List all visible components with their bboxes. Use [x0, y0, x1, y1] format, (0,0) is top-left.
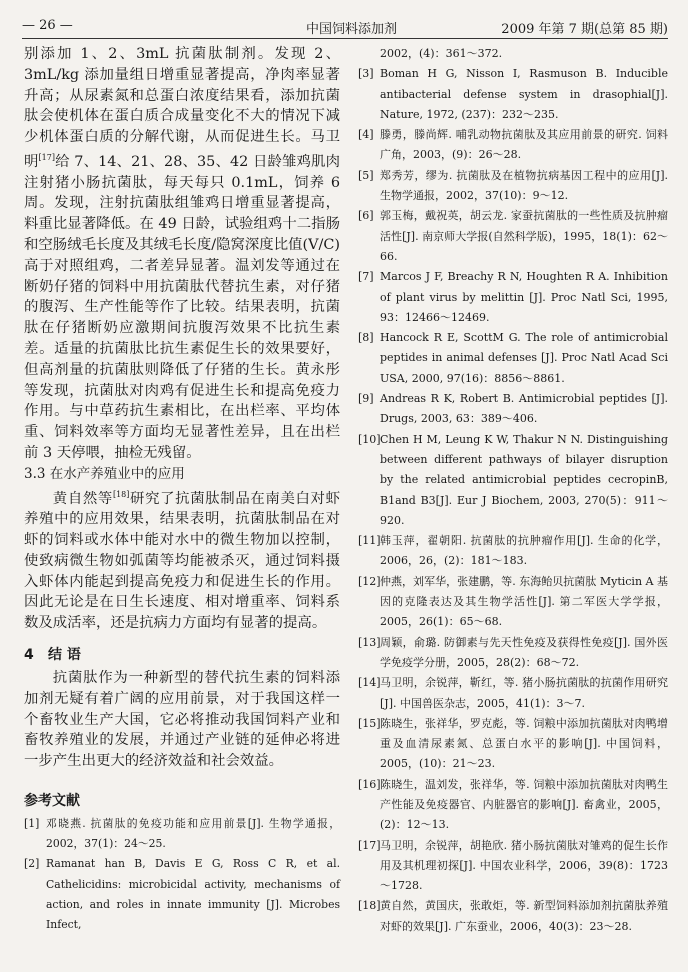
issue-info: 2009 年第 7 期(总第 85 期) — [501, 22, 668, 37]
body-paragraph — [24, 44, 340, 464]
reference-number: [11] — [358, 534, 381, 548]
reference-item — [358, 896, 668, 937]
reference-text: 陈晓生，张祥华，罗克彪，等. 饲粮中添加抗菌肽对肉鸭增重及血清尿素氮、总蛋白水平的影响[J]. 中国饲料，2005，(10)：21～23. — [380, 716, 668, 771]
reference-text: 韩玉萍，翟朝阳. 抗菌肽的抗肿瘤作用[J]. 生命的化学，2006，26，(2)：181～183. — [380, 534, 668, 568]
reference-item — [358, 389, 668, 430]
reference-continuation — [358, 44, 668, 64]
right-column — [358, 44, 668, 937]
subsection-heading — [24, 464, 340, 485]
reference-number: [3] — [358, 67, 374, 81]
reference-text: 马卫明，余锐萍，靳红，等. 猪小肠抗菌肽的抗菌作用研究[J]. 中国兽医杂志，2005，41(1)：3～7. — [380, 676, 668, 710]
reference-text: 周颖，俞璐. 防御素与先天性免疫及获得性免疫[J]. 国外医学免疫学分册，2005，28(2)：68～72. — [380, 635, 668, 669]
reference-number: [16] — [358, 777, 381, 791]
left-column — [24, 44, 340, 936]
reference-text: Andreas R K, Robert B. Antimicrobial peptides [J]. Drugs, 2003, 63：389～406. — [380, 392, 668, 426]
reference-text: 郭玉梅，戴祝英，胡云龙. 家蚕抗菌肽的一些性质及抗肿瘤活性[J]. 南京师大学报(自然科学版)，1995，18(1)：62～66. — [380, 209, 668, 263]
subsection-number: 3.3 — [24, 465, 46, 482]
reference-item — [24, 854, 340, 935]
section-heading — [24, 644, 340, 664]
reference-item — [358, 572, 668, 633]
subsection-title: 在水产养殖业中的应用 — [49, 465, 185, 482]
reference-number: [9] — [358, 392, 374, 406]
reference-item — [358, 836, 668, 897]
section-number: 4 — [24, 646, 34, 663]
reference-text: Chen H M, Leung K W, Thakur N N. Distinguishing between different pathways of bilayer disruption by the related antimicrobial peptides cecropinB, B1and B3[J]. Eur J Biochem, 2003, 270(5)：911～920. — [380, 432, 668, 527]
reference-item — [24, 814, 340, 855]
references-heading: 参考文献 — [24, 792, 80, 809]
reference-item — [358, 206, 668, 267]
reference-text: 2002，(4)：361～372. — [380, 47, 503, 60]
reference-item — [358, 166, 668, 207]
page-number: — 26 — — [22, 18, 73, 33]
reference-text: 滕勇，滕尚辉. 哺乳动物抗菌肽及其应用前景的研究. 饲料广角，2003，(9)：26～28. — [380, 128, 668, 162]
reference-text: 陈晓生，温刘发，张祥华，等. 饲粮中添加抗菌肽对肉鸭生产性能及免疫器官、内脏器官的影响[J]. 畜禽业，2005，(2)：12～13. — [380, 777, 668, 832]
paragraph-text: 别添加 1、2、3mL 抗菌肽制剂。发现 2、3mL/kg 添加量组日增重显著提高，净肉率显著升高；从尿素氮和总蛋白浓度结果看，添加抗菌肽会使机体在蛋白质合成量变化不大的情况下减少机体蛋白质的分解代谢，从而促进生长。马卫明 — [24, 46, 340, 170]
paragraph-text: 给 7、14、21、28、35、42 日龄雏鸡肌肉注射猪小肠抗菌肽，每天每只 0.1mL，饲养 6 周。发现，注射抗菌肽组雏鸡日增重显著提高，料重比显著降低。在 49 日龄，试验组鸡十二指肠和空肠绒毛长度及其绒毛长度/隐窝深度比值(V/C)高于对照组鸡，二者差异显著。温刘发等通过在断奶仔猪的饲料中用抗菌肽代替抗生素，对仔猪的腹泻、生产性能等作了比较。结果表明，抗菌肽在仔猪断奶应激期间抗腹泻效果不比抗生素差。适量的抗菌肽比抗生素促生长的效果要好，但高剂量的抗菌肽则降低了仔猪的生长。黄永彤等发现，抗菌肽对肉鸡有促进生长和提高免疫力作用。与中草药抗生素相比，在出栏率、平均体重、饲料效率等方面均无显著性差异，且在出栏前 3 天停喂，抽检无残留。 — [24, 153, 340, 461]
reference-number: [7] — [358, 270, 374, 284]
reference-text: Marcos J F, Breachy R N, Houghten R A. Inhibition of plant virus by melittin [J]. Proc Natl Sci, 1995, 93：12466～12469. — [380, 270, 668, 324]
citation: [17] — [38, 152, 55, 162]
journal-title: 中国饲料添加剂 — [306, 22, 398, 37]
reference-item — [358, 267, 668, 328]
reference-text: 邓晓燕. 抗菌肽的免疫功能和应用前景[J]. 生物学通报，2002，37(1)：24～25. — [46, 816, 340, 851]
reference-item — [358, 775, 668, 836]
reference-item — [358, 125, 668, 166]
reference-number: [10] — [358, 432, 381, 446]
reference-number: [15] — [358, 716, 381, 730]
reference-number: [17] — [358, 838, 381, 852]
reference-item — [358, 531, 668, 572]
reference-number: [4] — [358, 128, 374, 142]
reference-item — [358, 673, 668, 714]
reference-number: [12] — [358, 574, 381, 588]
reference-text: Boman H G, Nisson I, Rasmuson B. Inducible antibacterial defense system in drasophial[J]. Nature, 1972, (237)：232～235. — [380, 67, 668, 121]
reference-text: Hancock R E, ScottM G. The role of antimicrobial peptides in animal defenses [J]. Proc Natl Acad Sci USA, 2000, 97(16)：8856～8861. — [380, 331, 668, 385]
reference-number: [8] — [358, 331, 374, 345]
reference-number: [13] — [358, 635, 381, 649]
reference-number: [1] — [24, 816, 40, 830]
reference-item — [358, 633, 668, 674]
header-rule — [22, 38, 668, 39]
reference-text: Ramanat han B, Davis E G, Ross C R, et al. Cathelicidins: microbicidal activity, mechanisms of action, and roles in innate immunity [J]. Microbes Infect, — [46, 857, 340, 932]
reference-number: [6] — [358, 209, 374, 223]
reference-text: 仲燕，刘军华，张建鹏，等. 东海鲐贝抗菌肽 Myticin A 基因的克隆表达及其生物学活性[J]. 第二军医大学学报，2005，26(1)：65～68. — [380, 574, 668, 629]
reference-item — [358, 328, 668, 389]
reference-item — [358, 714, 668, 775]
reference-text: 马卫明，余锐萍，胡艳欣. 猪小肠抗菌肽对雏鸡的促生长作用及其机理初探[J]. 中国农业科学，2006，39(8)：1723～1728. — [380, 838, 668, 893]
body-paragraph — [24, 485, 340, 634]
reference-number: [2] — [24, 857, 40, 871]
reference-text: 黄自然，黄国庆，张敢炬，等. 新型饲料添加剂抗菌肽养殖对虾的效果[J]. 广东蚕业，2006，40(3)：23～28. — [380, 899, 668, 933]
running-header — [22, 14, 668, 36]
body-paragraph: 抗菌肽作为一种新型的替代抗生素的饲料添加剂无疑有着广阔的应用前景，对于我国这样一个畜牧业生产大国，它必将推动我国饲料产业和畜牧养殖业的发展，并通过产业链的延伸必将进一步产生出更大的经济效益和社会效益。 — [24, 669, 340, 770]
reference-text: 郑秀芳，缪为. 抗菌肽及在植物抗病基因工程中的应用[J]. 生物学通报，2002，37(10)：9～12. — [380, 168, 668, 203]
reference-number: [18] — [358, 899, 381, 913]
reference-item — [358, 64, 668, 125]
reference-item — [358, 430, 668, 531]
paragraph-text: 研究了抗菌肽制品在南美白对虾养殖中的应用效果，结果表明，抗菌肽制品在对虾的饲料或水体中能对水中的微生物加以控制，使致病微生物如弧菌等均能被杀灭，通过饲料摄入虾体内能起到提高免疫力和促进生长的作用。因此无论是在日生长速度、相对增重率、饲料系数及成活率，还是抗病力方面均有显著的提高。 — [24, 490, 340, 632]
citation: [18] — [112, 489, 130, 499]
reference-number: [5] — [358, 168, 374, 182]
paragraph-text: 黄自然等 — [52, 490, 113, 507]
reference-number: [14] — [358, 676, 381, 690]
section-title: 结 语 — [48, 646, 81, 663]
